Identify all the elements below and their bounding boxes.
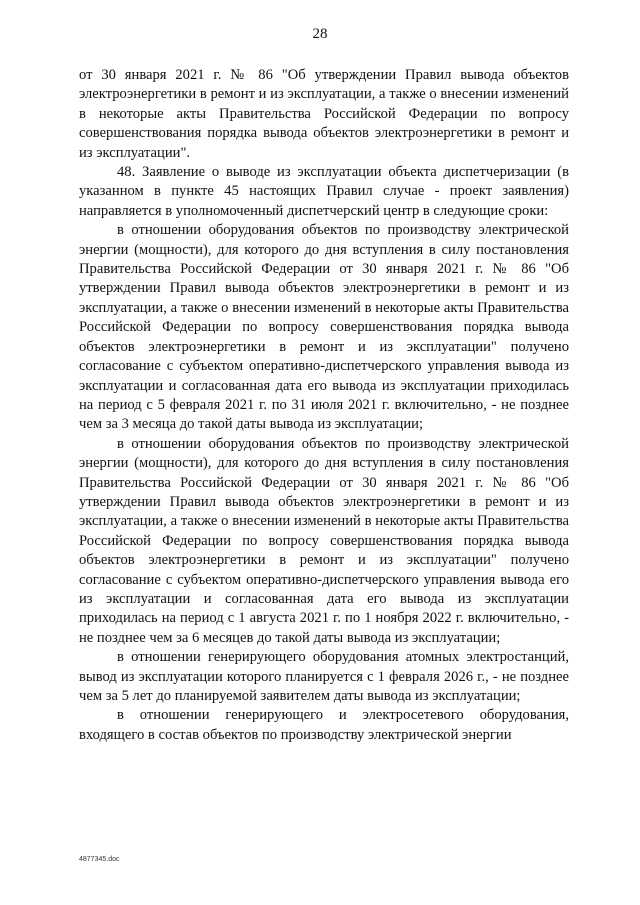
document-filename: 4877345.doc (79, 856, 120, 863)
document-body (79, 66, 569, 745)
paragraph-item-1: в отношении оборудования объектов по производству электрической энергии (мощности), для которого до дня вступления в силу постановления Правительства Российской Федерации от 30 января 2021 г. № 86 "Об утверждении Правил вывода объектов электроэнергетики в ремонт и из эксплуатации, а также о внесении изменений в некоторые акты Правительства Российской Федерации по вопросу совершенствования порядка вывода объектов электроэнергетики в ремонт и из эксплуатации" получено согласование с субъектом оперативно-диспетчерского управления вывода из эксплуатации и согласованная дата его вывода из эксплуатации приходилась на период с 5 февраля 2021 г. по 31 июля 2021 г. включительно, - не позднее чем за 3 месяца до такой даты вывода из эксплуатации; (79, 222, 569, 433)
paragraph-item-4: в отношении генерирующего и электросетевого оборудования, входящего в состав объектов по производству электрической энергии (79, 707, 569, 743)
paragraph-48: 48. Заявление о выводе из эксплуатации объекта диспетчеризации (в указанном в пункте 45 настоящих Правил случае - проект заявления) направляется в уполномоченный диспетчерский центр в следующие сроки: (79, 164, 569, 219)
paragraph-item-3: в отношении генерирующего оборудования атомных электростанций, вывод из эксплуатации которого планируется с 1 февраля 2026 г., - не позднее чем за 5 лет до планируемой заявителем даты вывода из эксплуатации; (79, 649, 569, 704)
page-number: 28 (312, 26, 328, 42)
paragraph-continuation: от 30 января 2021 г. № 86 "Об утверждении Правил вывода объектов электроэнергетики в ремонт и из эксплуатации, а также о внесении изменений в некоторые акты Правительства Российской Федерации по вопросу совершенствования порядка вывода объектов электроэнергетики в ремонт и из эксплуатации". (79, 67, 569, 161)
paragraph-item-2: в отношении оборудования объектов по производству электрической энергии (мощности), для которого до дня вступления в силу постановления Правительства Российской Федерации от 30 января 2021 г. № 86 "Об утверждении Правил вывода объектов электроэнергетики в ремонт и из эксплуатации, а также о внесении изменений в некоторые акты Правительства Российской Федерации по вопросу совершенствования порядка вывода объектов электроэнергетики в ремонт и из эксплуатации" получено согласование с субъектом оперативно-диспетчерского управления вывода его из эксплуатации и согласованная дата его вывода из эксплуатации приходилась на период с 1 августа 2021 г. по 1 ноября 2022 г. включительно, - не позднее чем за 6 месяцев до такой даты вывода из эксплуатации; (79, 435, 569, 646)
